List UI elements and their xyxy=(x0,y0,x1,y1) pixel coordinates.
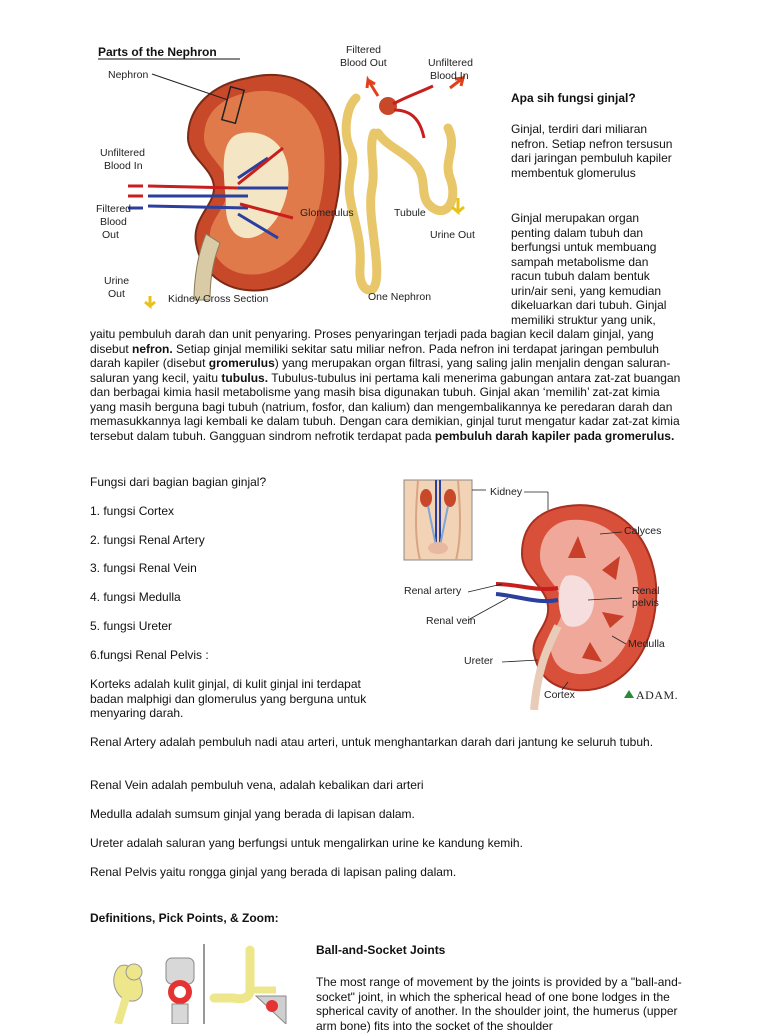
function-item-4: 4. fungsi Medulla xyxy=(90,590,181,604)
label-unfiltered-blood-in-top: Unfiltered Blood In xyxy=(428,57,473,82)
text-run: yaitu pembuluh darah dan unit penyaring. Proses penyaringan terjadi pada bagian kecil dalam ginjal, yang disebut xyxy=(90,327,654,356)
nephron-figure xyxy=(88,38,496,310)
intro-para2-side: Ginjal merupakan organ penting dalam tubuh dan berfungsi untuk membuang sampah metabolisme dan racun tubuh dalam bentuk urin/air seni, yang kemudian dikeluarkan dari tubuh. Ginjal memiliki struktur yang unik, xyxy=(511,211,667,327)
medulla-description: Medulla adalah sumsum ginjal yang berada di lapisan dalam. xyxy=(90,807,415,821)
label-kidney-cross-section: Kidney Cross Section xyxy=(168,293,269,305)
intro-heading: Apa sih fungsi ginjal? xyxy=(511,91,636,105)
functions-question: Fungsi dari bagian bagian ginjal? xyxy=(90,475,267,489)
label-renal-artery: Renal artery xyxy=(404,585,462,597)
label-renal-vein: Renal vein xyxy=(426,615,476,627)
intro-para2-continuation xyxy=(90,327,682,443)
label-renal-pelvis: Renal pelvis xyxy=(632,585,660,609)
elbow-joint-thumbnail[interactable] xyxy=(214,950,286,1024)
bold-term: pembuluh darah kapiler pada gromerulus. xyxy=(434,428,675,443)
label-cortex: Cortex xyxy=(544,689,575,701)
label-urine-out-right: Urine Out xyxy=(430,229,475,241)
hip-joint-thumbnail[interactable] xyxy=(114,964,143,1024)
renal-pelvis-description: Renal Pelvis yaitu rongga ginjal yang berada di lapisan paling dalam. xyxy=(90,865,457,879)
label-tubule: Tubule xyxy=(394,207,426,219)
text-run: Tubulus-tubulus ini pertama kali menerima gabungan antara zat-zat buangan dan berbagai kimia hasil metabolisme yang masih bisa digunakan tubuh. Ginjal akan ‘memilih’ zat-zat kimia yang masih berguna bagi tubuh (natrium, fosfor, dan kalium) dan mengembalikannya ke peredaran darah dan memasukkannya lagi kembali ke dalam tubuh. Dengan cara demikian, ginjal turut mengatur kadar zat-zat kimia tersebut dalam tubuh. Gangguan sindrom nefrotik terdapat pada xyxy=(90,370,681,443)
one-nephron-illustration xyxy=(346,78,464,290)
label-glomerulus: Glomerulus xyxy=(300,207,354,219)
label-filtered-blood-out-top: Filtered Blood Out xyxy=(340,44,387,69)
bold-term: gromerulus xyxy=(208,356,275,370)
bold-term: nefron. xyxy=(132,341,173,356)
ball-socket-paragraph: The most range of movement by the joints is provided by a "ball-and- socket" joint, in which the spherical head of one bone lodges in the spherical cavity of another. In the shoulder joint, the humerus (upper arm bone) fits into the socket of the shoulder xyxy=(316,975,682,1033)
kidney-figure xyxy=(398,476,684,710)
label-unfiltered-blood-in-left: Unfiltered Blood In xyxy=(100,147,145,172)
function-item-3: 3. fungsi Renal Vein xyxy=(90,561,197,575)
svg-text:ADAM.: ADAM. xyxy=(636,688,679,702)
ball-socket-subheading: Ball-and-Socket Joints xyxy=(316,943,446,957)
function-item-2: 2. fungsi Renal Artery xyxy=(90,533,205,547)
cortex-description: Korteks adalah kulit ginjal, di kulit ginjal ini terdapat badan malphigi dan glomerulus yang berguna untuk menyaring darah. xyxy=(90,677,367,720)
label-nephron: Nephron xyxy=(108,69,149,81)
label-filtered-blood-out-left: Filtered Blood Out xyxy=(96,203,132,241)
definitions-heading: Definitions, Pick Points, & Zoom: xyxy=(90,911,279,925)
renal-artery-description: Renal Artery adalah pembuluh nadi atau arteri, untuk menghantarkan darah dari jantung ke seluruh tubuh. xyxy=(90,735,654,749)
label-urine-out-left: Urine Out xyxy=(104,275,130,300)
text-run: ) yang merupakan organ filtrasi, yang saling jalin menjalin dengan saluran-saluran yang kecil, yaitu xyxy=(90,356,671,385)
joints-thumbnail-strip xyxy=(100,944,296,1024)
intro-para1: Ginjal, terdiri dari miliaran nefron. Setiap nefron tersusun dari jaringan pembuluh kapiler membentuk glomerulus xyxy=(511,122,673,180)
shoulder-joint-thumbnail[interactable] xyxy=(166,958,194,1024)
function-item-1: 1. fungsi Cortex xyxy=(90,504,175,518)
nephron-figure-title: Parts of the Nephron xyxy=(98,45,217,59)
label-medulla: Medulla xyxy=(628,638,665,650)
adam-logo xyxy=(624,688,678,702)
renal-vein-description: Renal Vein adalah pembuluh vena, adalah kebalikan dari arteri xyxy=(90,778,424,792)
text-run: Setiap ginjal memiliki sekitar satu miliar nefron. Pada nefron ini terdapat jaringan pembuluh darah kapiler (disebut xyxy=(90,341,659,370)
label-ureter: Ureter xyxy=(464,655,494,667)
function-item-5: 5. fungsi Ureter xyxy=(90,619,173,633)
bold-term: tubulus. xyxy=(221,370,269,385)
kidney-cross-section-illustration xyxy=(128,75,340,306)
label-calyces: Calyces xyxy=(624,525,662,537)
function-item-6: 6.fungsi Renal Pelvis : xyxy=(90,648,209,662)
ureter-description: Ureter adalah saluran yang berfungsi untuk mengalirkan urine ke kandung kemih. xyxy=(90,836,523,850)
label-kidney: Kidney xyxy=(490,486,523,498)
label-one-nephron: One Nephron xyxy=(368,291,432,303)
